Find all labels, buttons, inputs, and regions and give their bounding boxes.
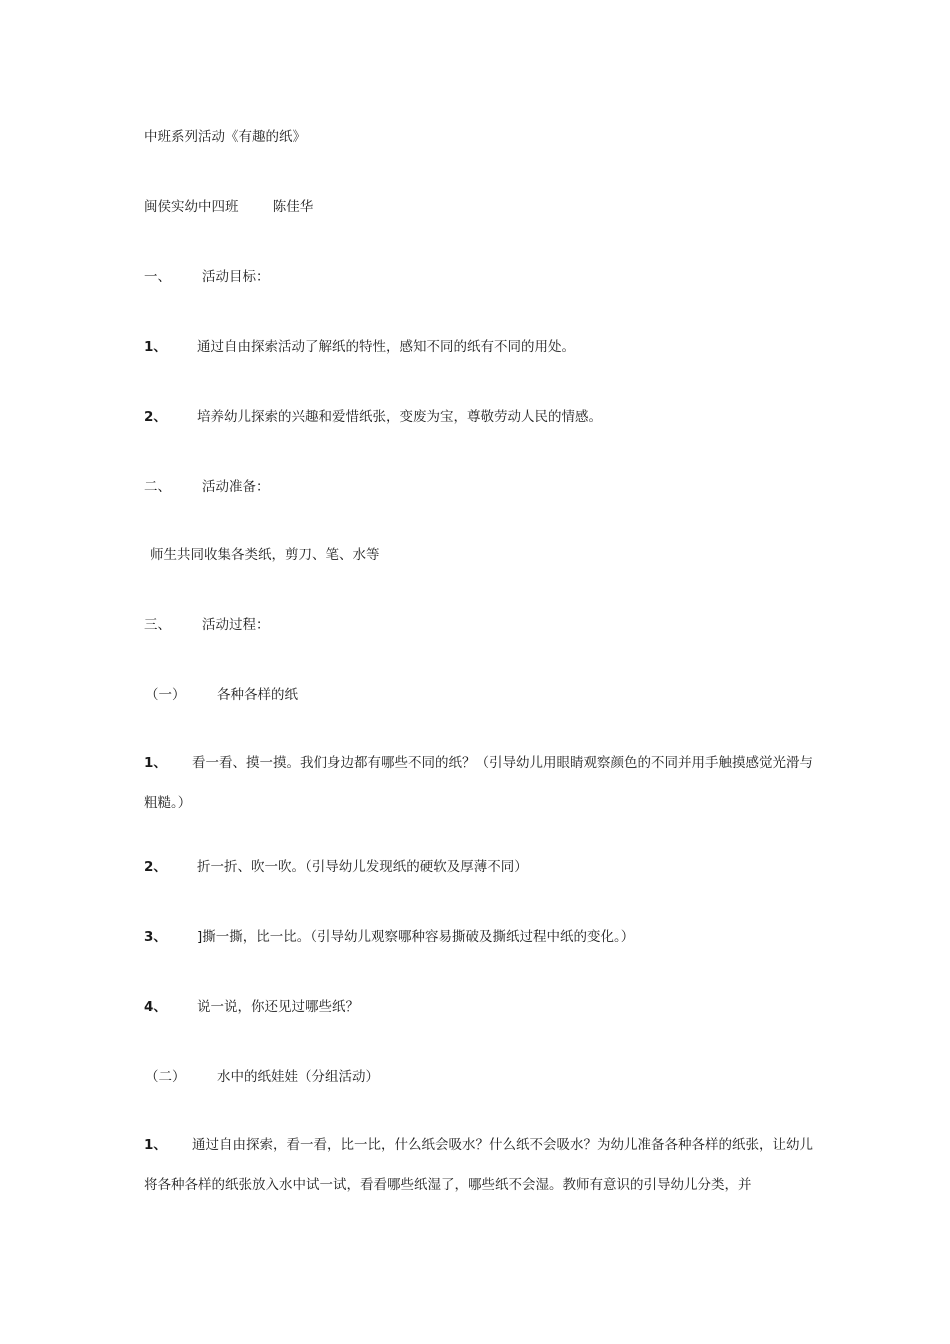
goal-item-2 — [144, 407, 602, 427]
section-process-heading — [144, 615, 270, 635]
author-school: 闽侯实幼中四班 — [144, 199, 239, 215]
part-heading: 水中的纸娃娃（分组活动） — [217, 1069, 379, 1085]
part2-item-1 — [144, 1125, 814, 1205]
part1-item-3 — [144, 927, 634, 947]
item-number: 1、 — [144, 339, 167, 355]
item-number: 2、 — [144, 859, 167, 875]
item-number: 4、 — [144, 999, 167, 1015]
part1-item-2 — [144, 857, 528, 877]
item-text: 说一说，你还见过哪些纸？ — [197, 999, 359, 1015]
item-text: 看一看、摸一摸。我们身边都有哪些不同的纸？（引导幼儿用眼睛观察颜色的不同并用手触摸感觉光滑与粗糙。） — [144, 755, 813, 811]
item-text: ]撕一撕，比一比。（引导幼儿观察哪种容易撕破及撕纸过程中纸的变化。） — [197, 929, 635, 945]
item-text: 折一折、吹一吹。（引导幼儿发现纸的硬软及厚薄不同） — [197, 859, 528, 875]
section-marker: 二、 — [144, 479, 171, 495]
item-text: 通过自由探索活动了解纸的特性，感知不同的纸有不同的用处。 — [197, 339, 575, 355]
part-heading: 各种各样的纸 — [217, 687, 298, 703]
title-text: 中班系列活动《有趣的纸》 — [144, 129, 306, 145]
author-line — [144, 197, 313, 217]
part-marker: （二） — [145, 1069, 186, 1085]
section-goals-heading — [144, 267, 270, 287]
item-number: 3、 — [144, 929, 167, 945]
document-title — [144, 127, 306, 147]
item-number: 2、 — [144, 409, 167, 425]
section-marker: 一、 — [144, 269, 171, 285]
section-prep-heading — [144, 477, 270, 497]
item-number: 1、 — [144, 1137, 167, 1153]
part1-heading — [145, 685, 298, 705]
section-heading: 活动准备： — [202, 479, 270, 495]
section-marker: 三、 — [144, 617, 171, 633]
item-text: 培养幼儿探索的兴趣和爱惜纸张，变废为宝，尊敬劳动人民的情感。 — [197, 409, 602, 425]
section-heading: 活动目标： — [202, 269, 270, 285]
author-name: 陈佳华 — [272, 199, 314, 215]
part-marker: （一） — [145, 687, 186, 703]
part2-heading — [145, 1067, 379, 1087]
prep-text — [150, 545, 380, 565]
goal-item-1 — [144, 337, 575, 357]
item-text: 通过自由探索，看一看，比一比，什么纸会吸水？什么纸不会吸水？为幼儿准备各种各样的纸张，让幼儿将各种各样的纸张放入水中试一试，看看哪些纸湿了，哪些纸不会湿。教师有意识的引导幼儿分类，并 — [144, 1137, 813, 1193]
part1-item-1 — [144, 743, 814, 823]
item-number: 1、 — [144, 755, 167, 771]
part1-item-4 — [144, 997, 359, 1017]
section-heading: 活动过程： — [202, 617, 270, 633]
prep-text-content: 师生共同收集各类纸，剪刀、笔、水等 — [150, 547, 380, 563]
